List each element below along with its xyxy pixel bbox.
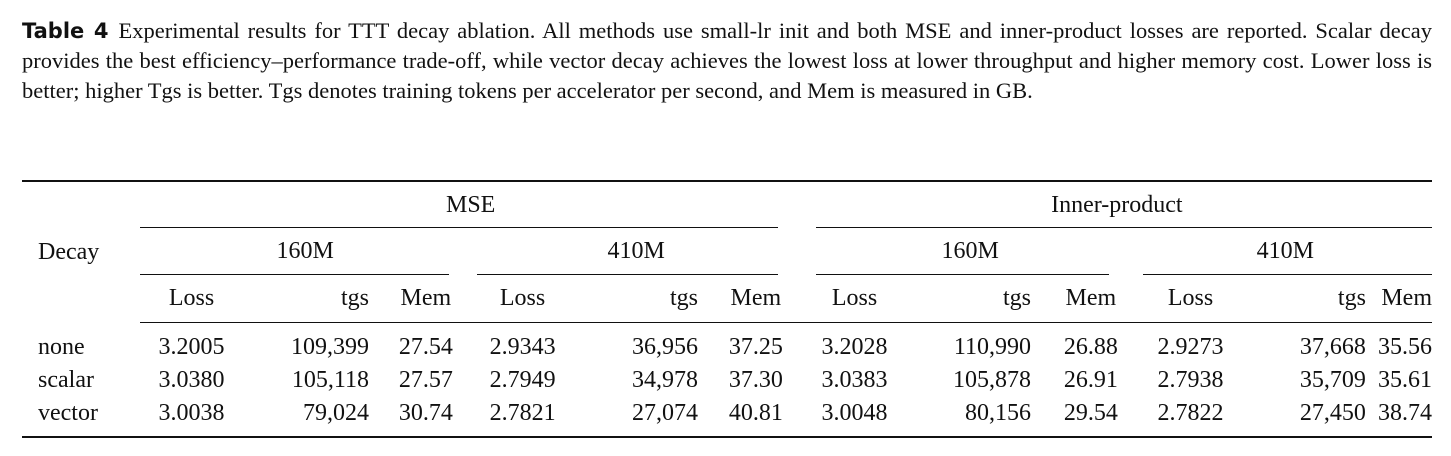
- table-cell: 30.74: [381, 397, 471, 437]
- table-cell: 35,709: [1299, 367, 1366, 393]
- table-cell: 3.2005: [158, 334, 225, 360]
- size-header: [1139, 228, 1432, 275]
- table-cell: 2.9273: [1157, 334, 1224, 360]
- table-cell: 2.9343: [489, 334, 556, 360]
- metric-header: Mem: [1378, 275, 1432, 323]
- table-cell: 35.61: [1378, 367, 1432, 393]
- table-row: [22, 323, 1432, 365]
- group-header-inner-product: [802, 181, 1432, 228]
- table-body: [22, 323, 1432, 438]
- table-cell: 2.7821: [471, 397, 575, 437]
- row-label: none: [38, 333, 85, 360]
- table-cell: 37,668: [1299, 334, 1366, 360]
- table-cell: 27,450: [1242, 397, 1378, 437]
- table-cell: 35.56: [1378, 334, 1432, 360]
- metric-header: Loss: [140, 275, 244, 323]
- table-cell: 2.7949: [489, 367, 556, 393]
- metric-header: tgs: [907, 275, 1043, 323]
- metric-header: Mem: [1043, 275, 1139, 323]
- group-label: MSE: [445, 191, 496, 218]
- table-cell: 110,990: [953, 334, 1031, 360]
- table-cell: 36,956: [631, 334, 698, 360]
- table-cell: 40.81: [710, 397, 802, 437]
- caption-text: Experimental results for TTT decay ablation. All methods use small-lr init and both MSE and inner-product losses are reported. Scalar decay provides the best efficiency–performance trade-off, while vector decay achieves the lowest loss at lower throughput and higher memory cost. Lower loss is better; higher Tgs is better. Tgs denotes training tokens per accelerator per second, and Mem is measured in GB.: [22, 18, 1433, 103]
- table-cell: 2.7822: [1139, 397, 1243, 437]
- table-cell: 3.0383: [821, 367, 888, 393]
- table-caption: [22, 16, 1432, 106]
- metric-header: tgs: [574, 275, 710, 323]
- metric-header: tgs: [1242, 275, 1378, 323]
- table-cell: 80,156: [907, 397, 1043, 437]
- size-label: 410M: [607, 238, 665, 264]
- table-cell: 3.0380: [158, 367, 225, 393]
- results-table-wrapper: [22, 180, 1432, 438]
- table-cell: 105,878: [953, 367, 1031, 393]
- group-header-mse: [140, 181, 802, 228]
- table-cell: 27.57: [398, 367, 453, 393]
- table-row: [22, 364, 1432, 397]
- row-label: vector: [22, 397, 140, 437]
- metric-header: Mem: [710, 275, 802, 323]
- table-cell: 34,978: [631, 367, 698, 393]
- table-cell: 29.54: [1043, 397, 1139, 437]
- caption-label: Table 4: [22, 19, 109, 43]
- table-cell: 3.2028: [821, 334, 888, 360]
- table-cell: 109,399: [291, 334, 369, 360]
- table-cell: 105,118: [291, 367, 369, 393]
- table-cell: 3.0038: [140, 397, 244, 437]
- decay-column-header: Decay: [22, 181, 140, 323]
- results-table: [22, 180, 1432, 438]
- group-label: Inner-product: [1051, 191, 1183, 218]
- metric-header: Loss: [1139, 275, 1243, 323]
- table-cell: 27.54: [398, 334, 453, 360]
- table-cell: 26.91: [1063, 367, 1118, 393]
- metric-header: Mem: [381, 275, 471, 323]
- row-label: scalar: [38, 367, 94, 393]
- size-label: 410M: [1256, 238, 1314, 264]
- table-cell: 26.88: [1063, 334, 1118, 360]
- size-label: 160M: [276, 238, 334, 264]
- metric-header: tgs: [243, 275, 381, 323]
- metric-header: Loss: [802, 275, 908, 323]
- table-cell: 37.25: [728, 334, 783, 360]
- table-cell: 2.7938: [1157, 367, 1224, 393]
- metric-header: Loss: [471, 275, 575, 323]
- table-cell: 37.30: [728, 367, 783, 393]
- table-cell: 38.74: [1378, 397, 1432, 437]
- size-header: [140, 228, 471, 275]
- table-cell: 79,024: [243, 397, 381, 437]
- table-cell: 3.0048: [802, 397, 908, 437]
- table-cell: 27,074: [574, 397, 710, 437]
- table-row: [22, 397, 1432, 437]
- size-header: [471, 228, 802, 275]
- size-header: [802, 228, 1139, 275]
- size-label: 160M: [941, 238, 999, 264]
